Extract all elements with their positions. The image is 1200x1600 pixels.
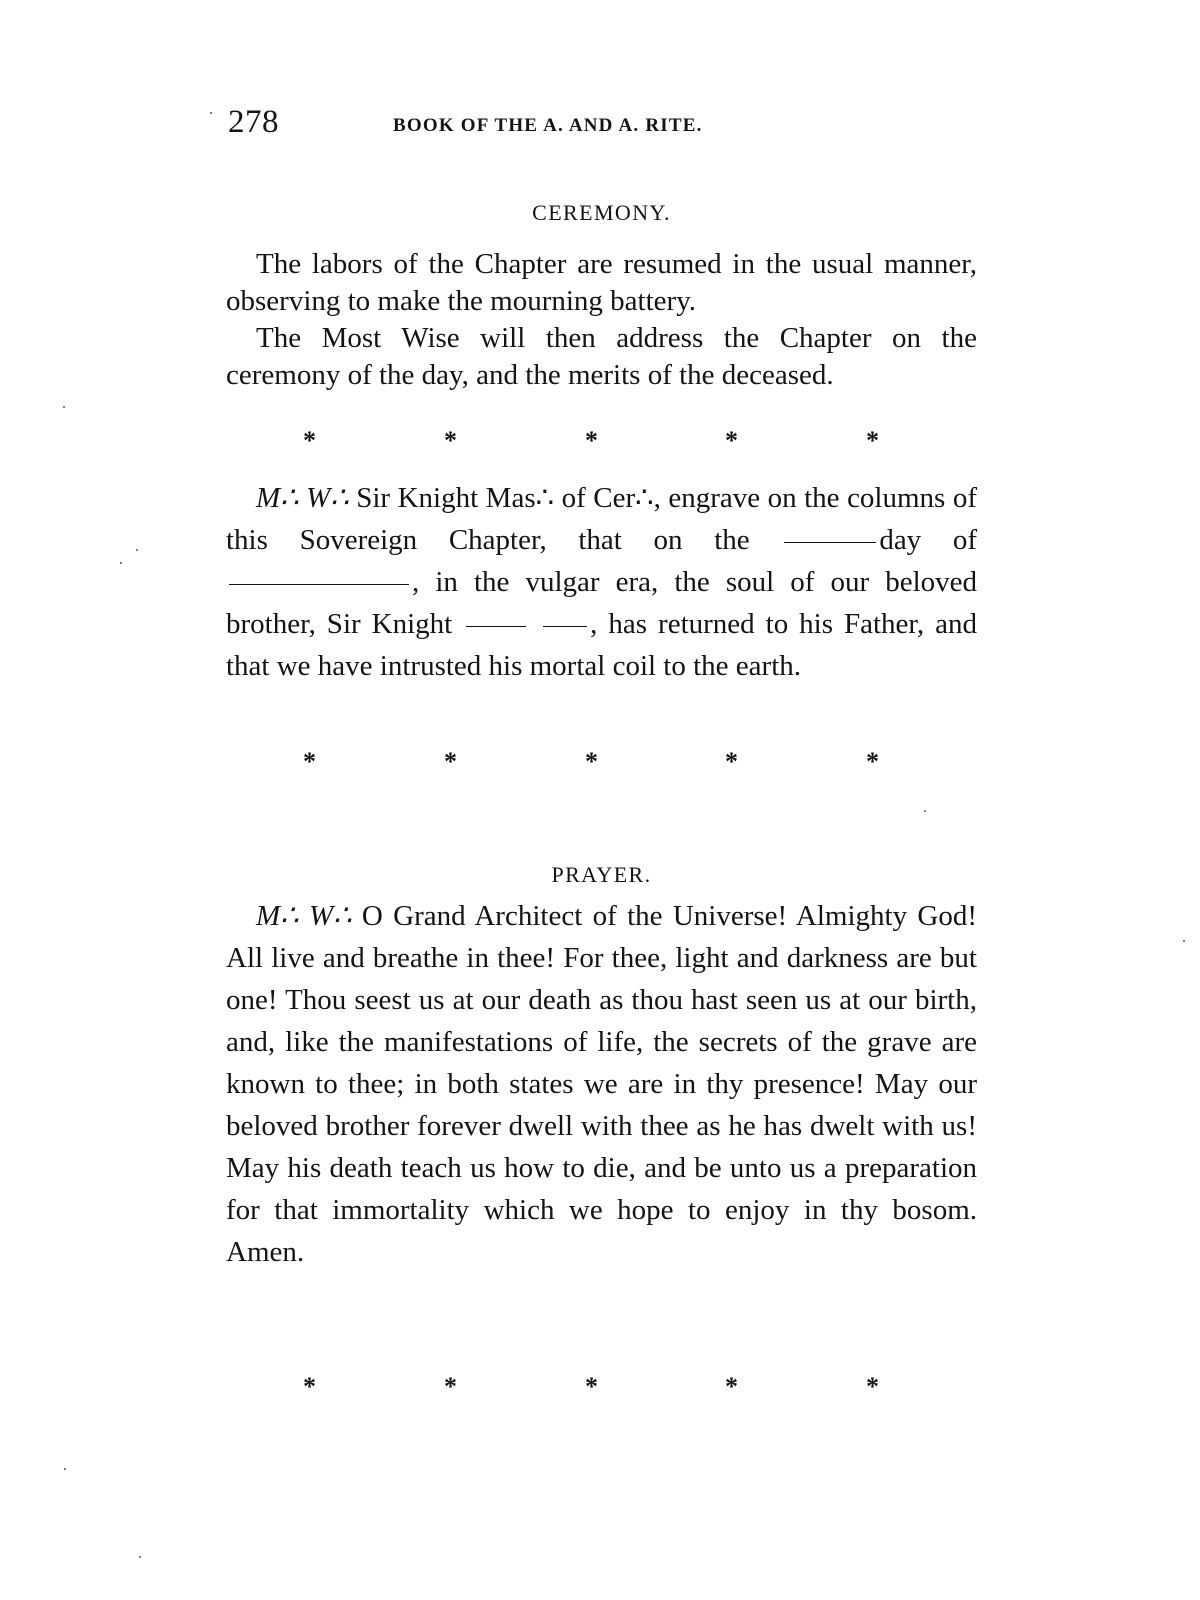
proclamation-text-d: ,	[590, 608, 598, 640]
separator-asterisk: *	[444, 747, 457, 776]
proclamation-text-a: Sir Knight Mas∴ of Cer∴, engrave on the columns of this Sovereign Chapter, that on the	[226, 482, 978, 556]
page-number: 278	[228, 104, 279, 140]
separator-asterisk: *	[725, 1372, 738, 1401]
separator-asterisk: *	[585, 1372, 598, 1401]
proclamation-text-c: , in the vulgar era, the soul of our beloved brother, Sir Knight	[226, 566, 977, 640]
separator-asterisk: *	[585, 426, 598, 455]
asterism-separator-2	[0, 747, 1200, 777]
prayer-heading: PRAYER.	[551, 862, 652, 887]
speaker-label: M∴ W∴	[256, 900, 352, 932]
separator-asterisk: *	[866, 426, 879, 455]
scan-speck	[139, 1556, 141, 1558]
asterism-separator-3	[0, 1372, 1200, 1402]
separator-asterisk: *	[303, 426, 316, 455]
speaker-label: M∴ W∴	[256, 482, 349, 514]
blank-line	[784, 542, 876, 543]
separator-asterisk: *	[303, 1372, 316, 1401]
ceremony-heading: CEREMONY.	[532, 200, 671, 225]
proclamation-paragraph	[226, 477, 977, 687]
scan-speck	[64, 1468, 66, 1470]
blank-line	[229, 584, 409, 585]
ceremony-paragraph-2: The Most Wise will then address the Chapter on the ceremony of the day, and the merits of the deceased.	[226, 322, 977, 391]
separator-asterisk: *	[866, 1372, 879, 1401]
separator-asterisk: *	[444, 426, 457, 455]
scan-speck	[1183, 940, 1185, 942]
running-title: BOOK OF THE A. AND A. RITE.	[393, 115, 703, 136]
scan-speck	[63, 406, 65, 408]
separator-asterisk: *	[725, 426, 738, 455]
scan-speck	[136, 549, 138, 551]
asterism-separator-1	[0, 426, 1200, 456]
separator-asterisk: *	[866, 747, 879, 776]
blank-line	[466, 626, 526, 627]
ceremony-paragraph-1: The labors of the Chapter are resumed in the usual manner, observing to make the mourning battery.	[226, 248, 977, 317]
scan-speck	[924, 810, 926, 812]
separator-asterisk: *	[585, 747, 598, 776]
prayer-paragraph	[226, 895, 977, 1273]
proclamation-text-e: has returned to his Father, and that we have intrusted his mortal coil to the earth.	[226, 608, 978, 682]
blank-line	[543, 626, 587, 627]
scan-speck	[120, 562, 122, 564]
separator-asterisk: *	[725, 747, 738, 776]
separator-asterisk: *	[303, 747, 316, 776]
separator-asterisk: *	[444, 1372, 457, 1401]
scan-speck	[210, 112, 212, 114]
proclamation-text-b: day of	[879, 524, 978, 556]
prayer-text: O Grand Architect of the Universe! Almighty God! All live and breathe in thee! For thee, light and darkness are but one! Thou seest us at our death as thou hast seen us at our birth, and, like the manifestations of life, the secrets of the grave are known to thee; in both states we are in thy presence! May our beloved brother forever dwell with thee as he has dwelt with us! May his death teach us how to die, and be unto us a preparation for that immortality which we hope to enjoy in thy bosom. Amen.	[226, 900, 978, 1268]
